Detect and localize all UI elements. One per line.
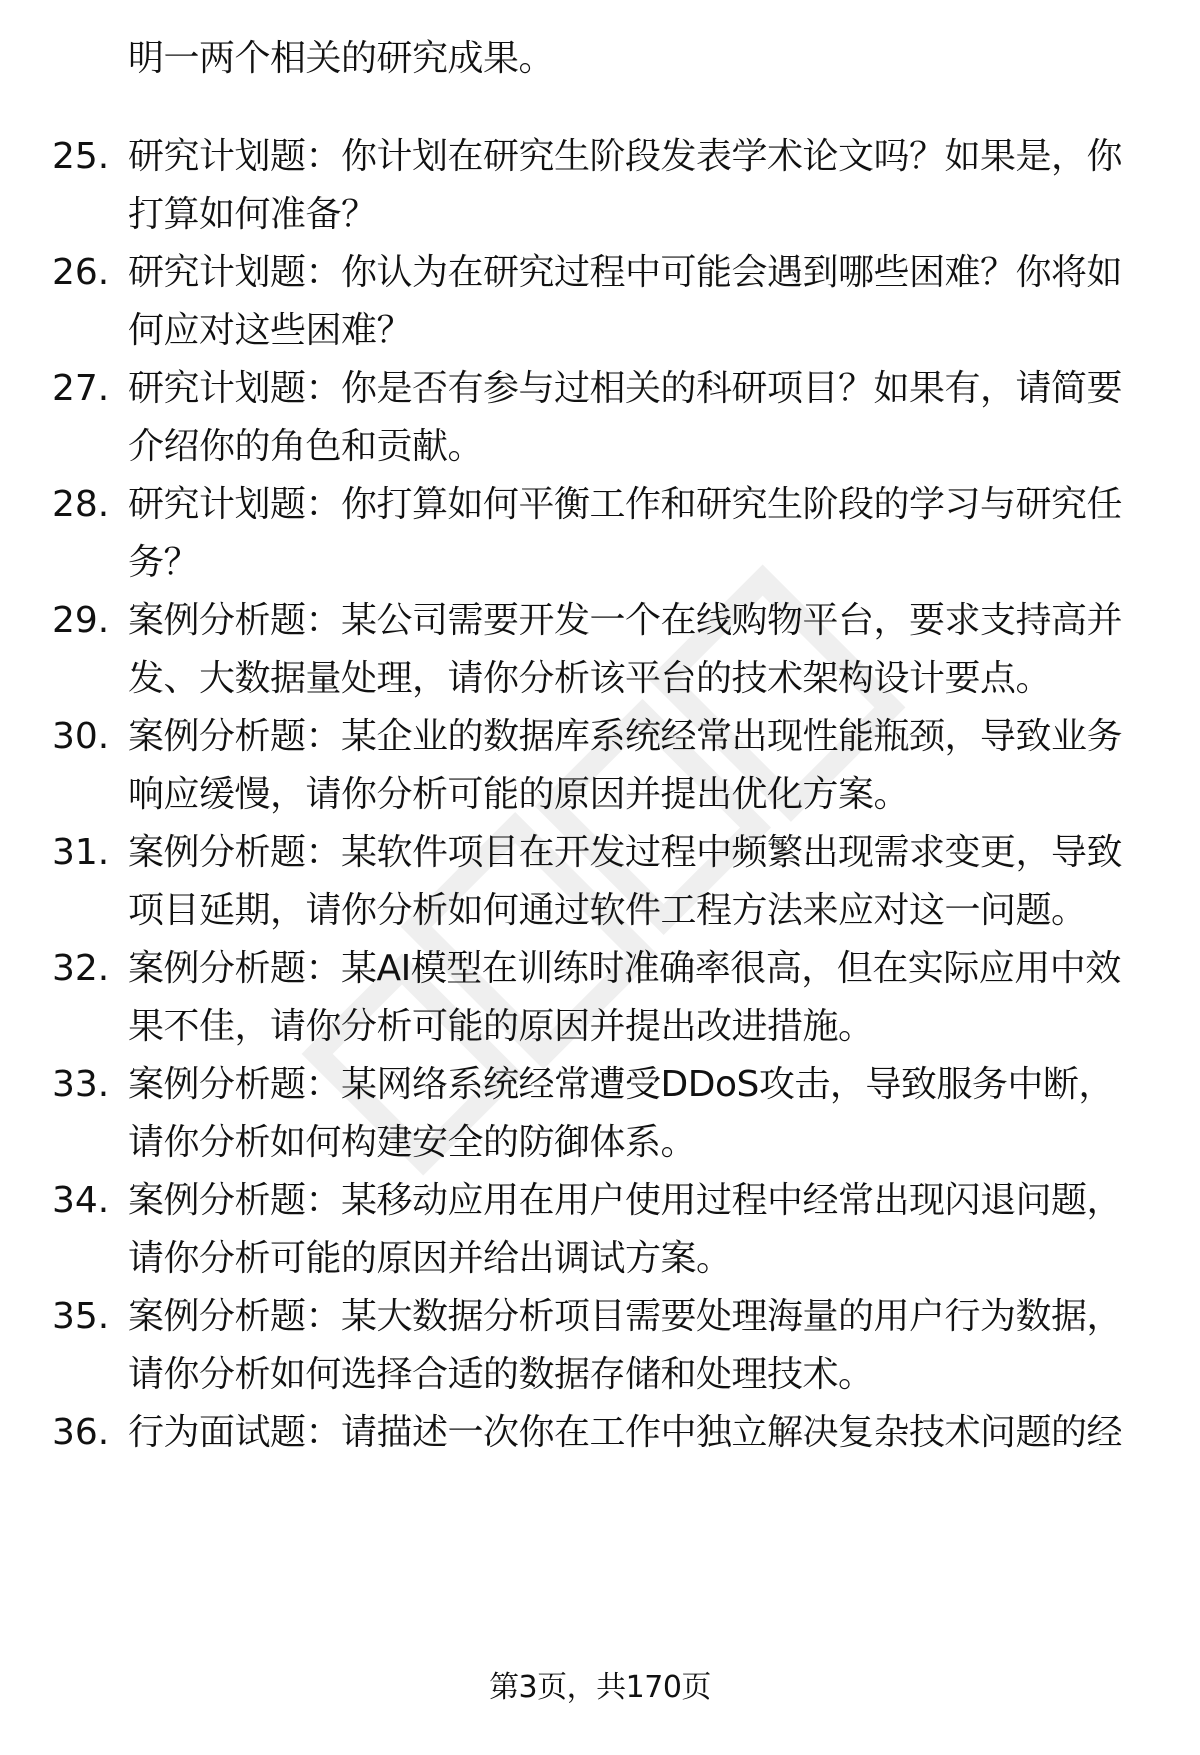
item-text: 研究计划题：你认为在研究过程中可能会遇到哪些困难？你将如何应对这些困难？ [128, 252, 1123, 351]
page-footer: 第3页，共170页 [489, 1670, 711, 1705]
item-text: 案例分析题：某网络系统经常遭受DDoS攻击，导致服务中断，请你分析如何构建安全的防御体系。 [128, 1064, 1114, 1163]
item-text: 研究计划题：你是否有参与过相关的科研项目？如果有，请简要介绍你的角色和贡献。 [128, 368, 1123, 467]
item-text: 案例分析题：某软件项目在开发过程中频繁出现需求变更，导致项目延期，请你分析如何通过软件工程方法来应对这一问题。 [128, 832, 1123, 931]
item-text: 案例分析题：某移动应用在用户使用过程中经常出现闪退问题，请你分析可能的原因并给出调试方案。 [128, 1180, 1123, 1279]
item-text: 案例分析题：某大数据分析项目需要处理海量的用户行为数据，请你分析如何选择合适的数据存储和处理技术。 [128, 1296, 1123, 1395]
item-text: 研究计划题：你计划在研究生阶段发表学术论文吗？如果是，你打算如何准备？ [128, 136, 1123, 235]
item-number: 35. [52, 1296, 110, 1337]
item-text: 行为面试题：请描述一次你在工作中独立解决复杂技术问题的经 [128, 1412, 1123, 1453]
item-number: 36. [52, 1412, 110, 1453]
item-number: 27. [52, 368, 110, 409]
item-number: 26. [52, 252, 110, 293]
item-number: 30. [52, 716, 110, 757]
item-number: 25. [52, 136, 110, 177]
item-text: 研究计划题：你打算如何平衡工作和研究生阶段的学习与研究任务？ [128, 484, 1123, 583]
item-text: 案例分析题：某公司需要开发一个在线购物平台，要求支持高并发、大数据量处理，请你分析该平台的技术架构设计要点。 [128, 600, 1123, 699]
item-number: 29. [52, 600, 110, 641]
item-number: 28. [52, 484, 110, 525]
item-text: 案例分析题：某AI模型在训练时准确率很高，但在实际应用中效果不佳，请你分析可能的原因并提出改进措施。 [128, 948, 1121, 1047]
item-number: 34. [52, 1180, 110, 1221]
continued-line: 明一两个相关的研究成果。 [128, 38, 555, 79]
item-text: 案例分析题：某企业的数据库系统经常出现性能瓶颈，导致业务响应缓慢，请你分析可能的原因并提出优化方案。 [128, 716, 1123, 815]
item-number: 32. [52, 948, 110, 989]
item-number: 33. [52, 1064, 110, 1105]
item-number: 31. [52, 832, 110, 873]
